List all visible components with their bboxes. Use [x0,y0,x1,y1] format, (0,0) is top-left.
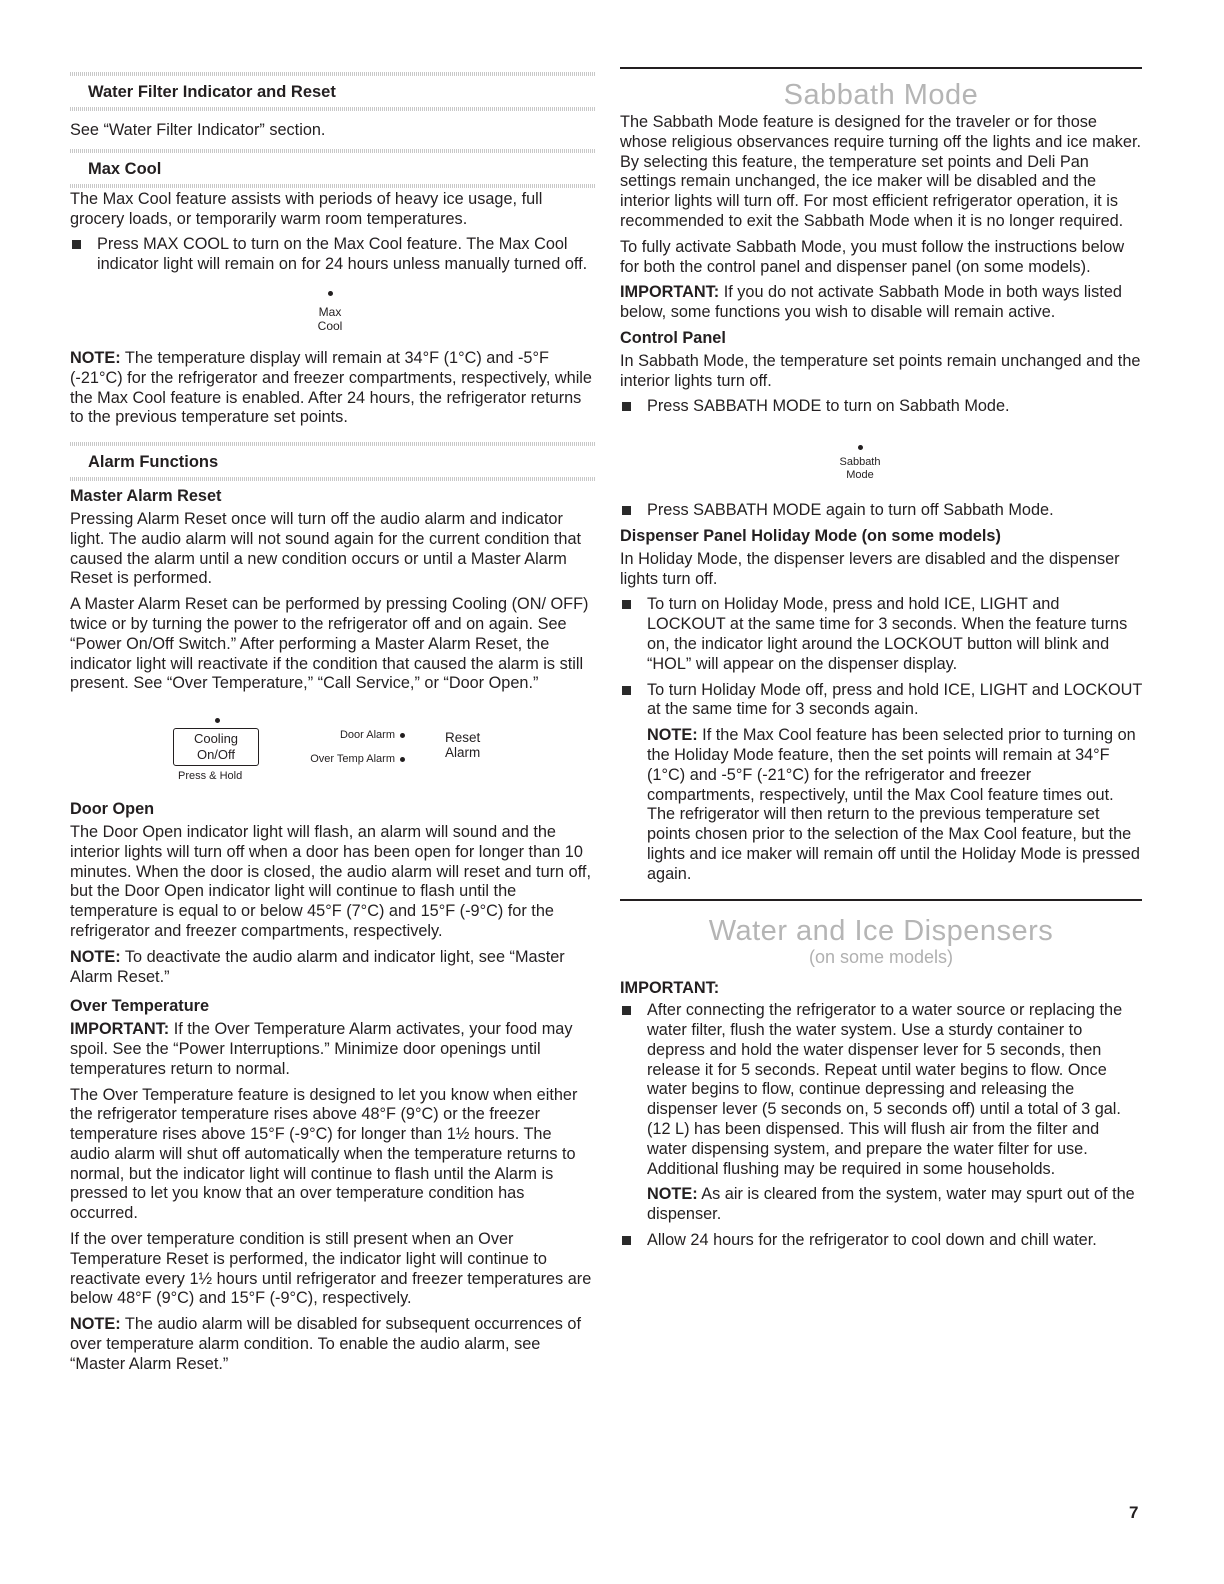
max-cool-button-label: Max Cool [317,304,343,333]
sabbath-button-figure [620,423,1142,501]
over-temperature-p2: If the over temperature condition is still present when an Over Temperature Reset is performed, the indicator light will continue to reactivate every 1½ hours until refrigerator and freezer temperatures are below 48°F (9°C) and 15°F (-9°C), respectively. [70,1230,592,1308]
sabbath-off-bullet: Press SABBATH MODE again to turn off Sabbath Mode. [620,501,1142,521]
max-cool-button-figure [70,281,595,349]
indicator-light-icon [215,718,220,723]
sabbath-p1: The Sabbath Mode feature is designed for the traveler or for those whose religious observances require turning off the lights and ice maker. By selecting this feature, the temperature set points and Deli Pan settings remain unchanged, the ice maker will be disabled and the interior lights will turn off. For most efficient refrigerator operation, it is recommended to exit the Sabbath Mode when it is no longer required. [620,113,1141,230]
dispenser-holiday-text: In Holiday Mode, the dispenser levers are disabled and the dispenser lights turn off. [620,549,1120,588]
max-cool-intro: The Max Cool feature assists with periods of heavy ice usage, full grocery loads, or temporarily warm room temperatures. [70,189,543,228]
section-divider [70,184,595,188]
water-ice-dispensers-title: Water and Ice Dispensers [708,914,1054,947]
over-temperature-note: NOTE: The audio alarm will be disabled for subsequent occurrences of over temperature alarm condition. To enable the audio alarm, see “Master Alarm Reset.” [70,1315,582,1373]
door-alarm-indicator-icon [400,733,405,738]
door-open-note: NOTE: To deactivate the audio alarm and indicator light, see “Master Alarm Reset.” [70,947,565,986]
max-cool-note: NOTE: The temperature display will remain at 34°F (1°C) and -5°F (-21°C) for the refrigerator and freezer compartments, respectively, while the Max Cool feature is enabled. After 24 hours, the refrigerator returns to the previous temperature set points. [70,348,592,427]
dispensers-note: NOTE: As air is cleared from the system, water may spurt out of the dispenser. [647,1185,1135,1224]
master-alarm-p1: Pressing Alarm Reset once will turn off the audio alarm and indicator light. The audio alarm will not sound again for the current condition that caused the alarm until a new condition occurs or until a Master Alarm Reset is performed. [70,509,582,588]
holiday-note: NOTE: If the Max Cool feature has been selected prior to turning on the Holiday Mode feature, then the set points will remain at 34°F (1°C) and -5°F (-21°C) for the refrigerator and freezer compartments, respectively, until the Max Cool feature times out. The refrigerator will then return to the previous temperature set points chosen prior to the selection of the Max Cool feature, but the lights and ice maker will remain off until the Holiday Mode is pressed again. [647,726,1140,883]
alarm-panel-figure [70,700,595,800]
water-ice-dispensers-subtitle: (on some models) [808,946,954,967]
over-temperature-heading: Over Temperature [70,997,210,1016]
left-column [70,0,595,1381]
master-alarm-reset-heading: Master Alarm Reset [70,487,222,506]
control-panel-text: In Sabbath Mode, the temperature set points remain unchanged and the interior lights turn off. [620,351,1141,390]
sabbath-on-bullet: Press SABBATH MODE to turn on Sabbath Mode. [620,397,1142,417]
indicator-light-icon [858,445,863,450]
press-hold-label: Press & Hold [178,770,243,783]
section-rule [620,899,1142,901]
section-heading-alarm-functions: Alarm Functions [88,453,219,472]
master-alarm-p2: A Master Alarm Reset can be performed by pressing Cooling (ON/ OFF) twice or by turning the power to the refrigerator off and on again. See “Power On/Off Switch.” After performing a Master Alarm Reset, the indicator light will reactivate if the condition that caused the alarm is still present. See “Over Temperature,” “Call Service,” or “Door Open.” [70,595,589,693]
section-divider [70,107,595,111]
flush-water-bullet: After connecting the refrigerator to a water source or replacing the water filter, flush the water system. Use a sturdy container to depress and hold the water dispenser lever for 5 seconds, then release it for 5 seconds. Repeat until water begins to flow. Once water begins to flow, continue depressing and releasing the dispenser lever (5 seconds on, 5 seconds off) until a total of 3 gal. (12 L) has been dispensed. This will flush air from the filter and water dispensing system, and prepare the water filter for use. Additional flushing may be required in some households. [620,1001,1142,1179]
control-panel-heading: Control Panel [620,328,726,347]
section-divider [70,477,595,481]
section-heading-max-cool: Max Cool [88,159,162,178]
sabbath-mode-title: Sabbath Mode [783,79,979,111]
dispenser-holiday-heading: Dispenser Panel Holiday Mode (on some models) [620,526,1001,545]
dispensers-important-heading: IMPORTANT: [620,978,720,997]
holiday-off-bullet: To turn Holiday Mode off, press and hold ICE, LIGHT and LOCKOUT at the same time for 3 seconds again. [620,681,1142,721]
indicator-light-icon [328,291,333,296]
water-filter-text: See “Water Filter Indicator” section. [70,121,326,139]
sabbath-p2: To fully activate Sabbath Mode, you must follow the instructions below for both the control panel and dispenser panel (on some models). [620,237,1125,276]
reset-alarm-button: Reset Alarm [445,730,481,761]
sabbath-button-label: Sabbath Mode [839,456,881,482]
over-temp-indicator-icon [400,757,405,762]
sabbath-important: IMPORTANT: If you do not activate Sabbath Mode in both ways listed below, some functions you wish to disable will remain active. [620,283,1122,322]
page-number: 7 [1129,1503,1139,1522]
over-temperature-important: IMPORTANT: If the Over Temperature Alarm activates, your food may spoil. See the “Power Interruptions.” Minimize door openings until temperatures return to normal. [70,1020,573,1078]
right-column [620,0,1142,1257]
over-temperature-p1: The Over Temperature feature is designed to let you know when either the refrigerator temperature rises above 48°F (9°C) or the freezer temperature rises above 15°F (-9°C) for longer than 1½ hours. The audio alarm will shut off automatically when the temperature returns to normal, but the indicator light will continue to flash until the Alarm is pressed to let you know that an over temperature condition has occurred. [70,1085,578,1223]
cooling-button: Cooling On/Off [173,728,259,766]
cool-down-bullet: Allow 24 hours for the refrigerator to cool down and chill water. [620,1231,1142,1251]
holiday-on-bullet: To turn on Holiday Mode, press and hold ICE, LIGHT and LOCKOUT at the same time for 3 seconds. When the feature turns on, the indicator light around the LOCKOUT button will blink and “HOL” will appear on the dispenser display. [620,595,1142,674]
door-open-heading: Door Open [70,800,155,819]
max-cool-bullet: Press MAX COOL to turn on the Max Cool feature. The Max Cool indicator light will remain on for 24 hours unless manually turned off. [70,235,595,275]
door-alarm-label: Door Alarm [339,729,395,742]
section-heading-water-filter: Water Filter Indicator and Reset [88,83,336,101]
door-open-text: The Door Open indicator light will flash, an alarm will sound and the interior lights will turn off when a door has been open for longer than 10 minutes. When the door is closed, the audio alarm will reset and turn off, but the Door Open indicator light will continue to flash until the temperature is equal to or below 45°F (7°C) and 15°F (-9°C) for the refrigerator and freezer compartments, respectively. [70,822,591,940]
over-temp-alarm-label: Over Temp Alarm [310,753,395,766]
section-rule [620,67,1142,69]
